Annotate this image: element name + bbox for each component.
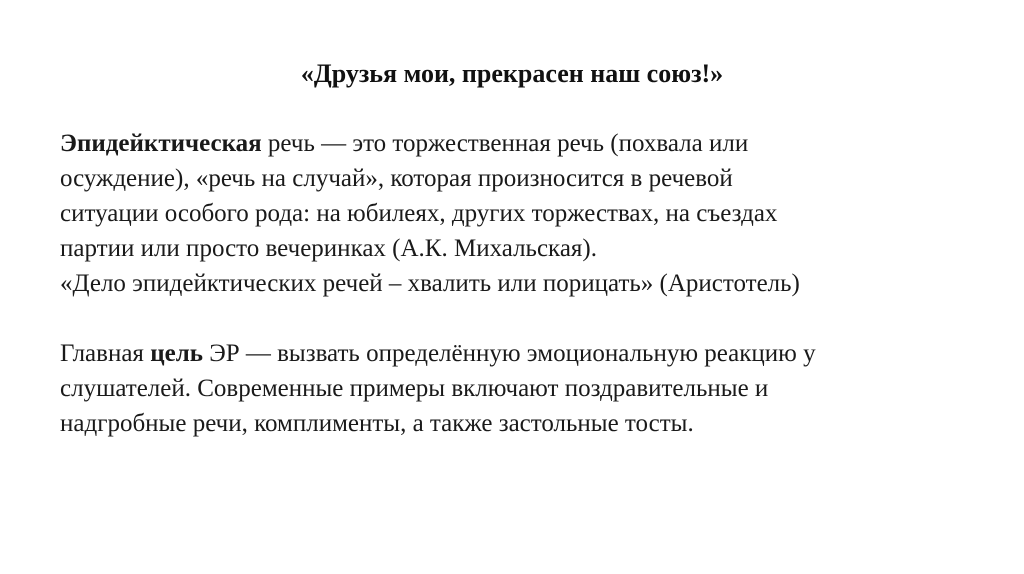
- paragraph2-line3: надгробные речи, комплименты, а также застольные тосты.: [60, 410, 694, 437]
- paragraph2-line1-before: Главная: [60, 340, 151, 367]
- term-epideictic: Эпидейктическая: [60, 130, 262, 157]
- aristotle-quote: «Дело эпидейктических речей – хвалить или порицать» (Аристотель): [60, 270, 800, 297]
- paragraph2-line1-text: ЭР — вызвать определённую эмоциональную реакцию у: [202, 340, 816, 367]
- paragraph1-line1: [60, 126, 980, 161]
- paragraph1-line2: осуждение), «речь на случай», которая произносится в речевой: [60, 165, 733, 192]
- paragraph2-line2: слушателей. Современные примеры включают поздравительные и: [60, 375, 769, 402]
- term-goal: цель: [150, 340, 203, 367]
- paragraph-gap: [60, 301, 980, 336]
- paragraph1-line3: ситуации особого рода: на юбилеях, других торжествах, на съездах: [60, 200, 778, 227]
- paragraph2-line1: [60, 336, 980, 371]
- paragraph1-line1-text: речь — это торжественная речь (похвала или: [261, 130, 749, 157]
- paragraph1-line4: партии или просто вечеринках (А.К. Михальская).: [60, 235, 597, 262]
- slide-title: «Друзья мои, прекрасен наш союз!»: [300, 59, 724, 88]
- slide-body: [60, 126, 980, 441]
